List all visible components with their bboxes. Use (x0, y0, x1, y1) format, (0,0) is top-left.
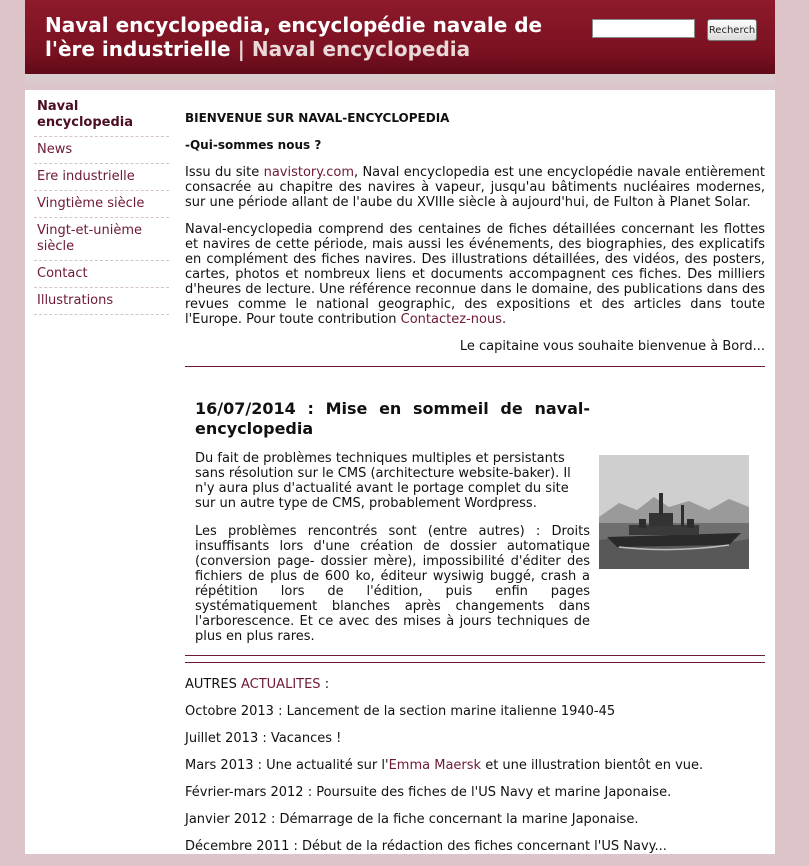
news-item-end: et une illustration bientôt en vue. (481, 758, 704, 773)
nav-item-illustrations (34, 288, 169, 315)
site-header (25, 0, 775, 74)
site-name: Naval encyclopedia (251, 37, 471, 61)
intro-p1-start: Issu du site (185, 165, 264, 180)
nav-item-contact (34, 261, 169, 288)
news-item: Octobre 2013 : Lancement de la section marine italienne 1940-45 (185, 704, 616, 719)
news-item: Février-mars 2012 : Poursuite des fiches de l'US Navy et marine Japonaise. (185, 785, 672, 800)
news-item: Janvier 2012 : Démarrage de la fiche concernant la marine Japonaise. (185, 812, 639, 827)
nav-link-vingtieme-siecle[interactable]: Vingtième siècle (37, 196, 145, 211)
warship-photo (599, 455, 749, 569)
intro-paragraph-1 (185, 165, 765, 210)
site-title[interactable] (45, 13, 565, 61)
intro-paragraph-2 (185, 222, 765, 327)
nav-link-naval-encyclopedia[interactable]: Naval encyclopedia (37, 99, 134, 130)
news-item-start: Mars 2013 : Une actualité sur l' (185, 758, 389, 773)
article-title: 16/07/2014 : Mise en sommeil de naval-encyclopedia (195, 399, 590, 438)
warship-illustration (599, 455, 749, 569)
intro-p2-start: Naval-encyclopedia comprend des centaines de fiches détaillées concernant les flottes et navires de cette période, mais aussi les événements, des biographies, des explicatifs en complément des fiches navires. Des illustrations détaillées, des vidéos, des posters, cartes, photos et nombreux liens et documents accompagnent ces fiches. Des milliers d'heures de lecture. Une référence reconnue dans le domaine, des publications dans des revues comme le national geographic, des expositions et des articles dans toute l'Europe. Pour toute contribution (185, 222, 765, 327)
nav-item-ere-industrielle (34, 164, 169, 191)
news-list (185, 704, 703, 866)
news-item: Décembre 2011 : Début de la rédaction des fiches concernant l'US Navy... (185, 839, 667, 854)
article-paragraph-1: Du fait de problèmes techniques multiples et persistants sans résolution sur le CMS (architecture website-baker). Il n'y aura plus d'actualité avant le portage complet du site sur un autre type de CMS, probablement Wordpress. (195, 451, 571, 511)
header-shadow (25, 74, 775, 90)
nav-link-ere-industrielle[interactable]: Ere industrielle (37, 169, 135, 184)
intro-p1-end: , Naval encyclopedia est une encyclopédie navale entièrement consacrée au chapitre des navires à vapeur, jusqu'au bâtiments nucléaires modernes, sur une période allant de l'aube du XVIIIe siècle à aujourd'hui, de Fulton à Planet Solar. (185, 165, 765, 210)
welcome-heading: BIENVENUE SUR NAVAL-ENCYCLOPEDIA (185, 111, 450, 125)
who-heading: -Qui-sommes nous ? (185, 138, 322, 152)
nav-link-illustrations[interactable]: Illustrations (37, 293, 114, 308)
nav-link-contact[interactable]: Contact (37, 266, 88, 281)
nav-item-naval-encyclopedia (34, 94, 169, 137)
page-body (25, 90, 775, 854)
site-title-main: Naval encyclopedia, encyclopédie navale de l'ère industrielle (45, 13, 543, 61)
divider-double-bottom (185, 662, 765, 663)
navistory-link[interactable]: navistory.com (263, 165, 354, 180)
other-news-suffix: : (320, 677, 330, 692)
search-input[interactable] (592, 19, 695, 38)
news-item: Juillet 2013 : Vacances ! (185, 731, 342, 746)
other-news-heading (185, 677, 329, 692)
nav-item-vingtieme-siecle (34, 191, 169, 218)
divider-double-top (185, 655, 765, 656)
nav-item-vingt-et-unieme-siecle (34, 218, 169, 261)
actualites-link[interactable]: ACTUALITES (240, 677, 321, 692)
emma-maersk-link[interactable]: Emma Maersk (388, 758, 482, 773)
closing-line: Le capitaine vous souhaite bienvenue à Bord... (459, 339, 765, 354)
contact-us-link[interactable]: Contactez-nous (400, 312, 502, 327)
news-item (185, 758, 703, 785)
search-button[interactable]: Recherch (707, 19, 757, 41)
nav-link-vingt-et-unieme-siecle[interactable]: Vingt-et-unième siècle (37, 223, 143, 254)
sidebar-nav (34, 94, 169, 315)
intro-p2-end: . (501, 312, 507, 327)
divider (185, 366, 765, 367)
title-separator: | (237, 37, 245, 61)
nav-link-news[interactable]: News (37, 142, 73, 157)
other-news-prefix: AUTRES (185, 677, 241, 692)
article-paragraph-2: Les problèmes rencontrés sont (entre autres) : Droits insuffisants lors d'une création de dossier automatique (conversion page- dossier mère), impossibilité d'éditer des fichiers de plus de 600 ko, éditeur wysiwig buggé, crash a répétition lors de l'édition, puis enfin pages systématiquement blanches après changements dans l'arborescence. Et ce avec des mises à jours techniques de plus en plus rares. (195, 524, 590, 644)
nav-item-news (34, 137, 169, 164)
